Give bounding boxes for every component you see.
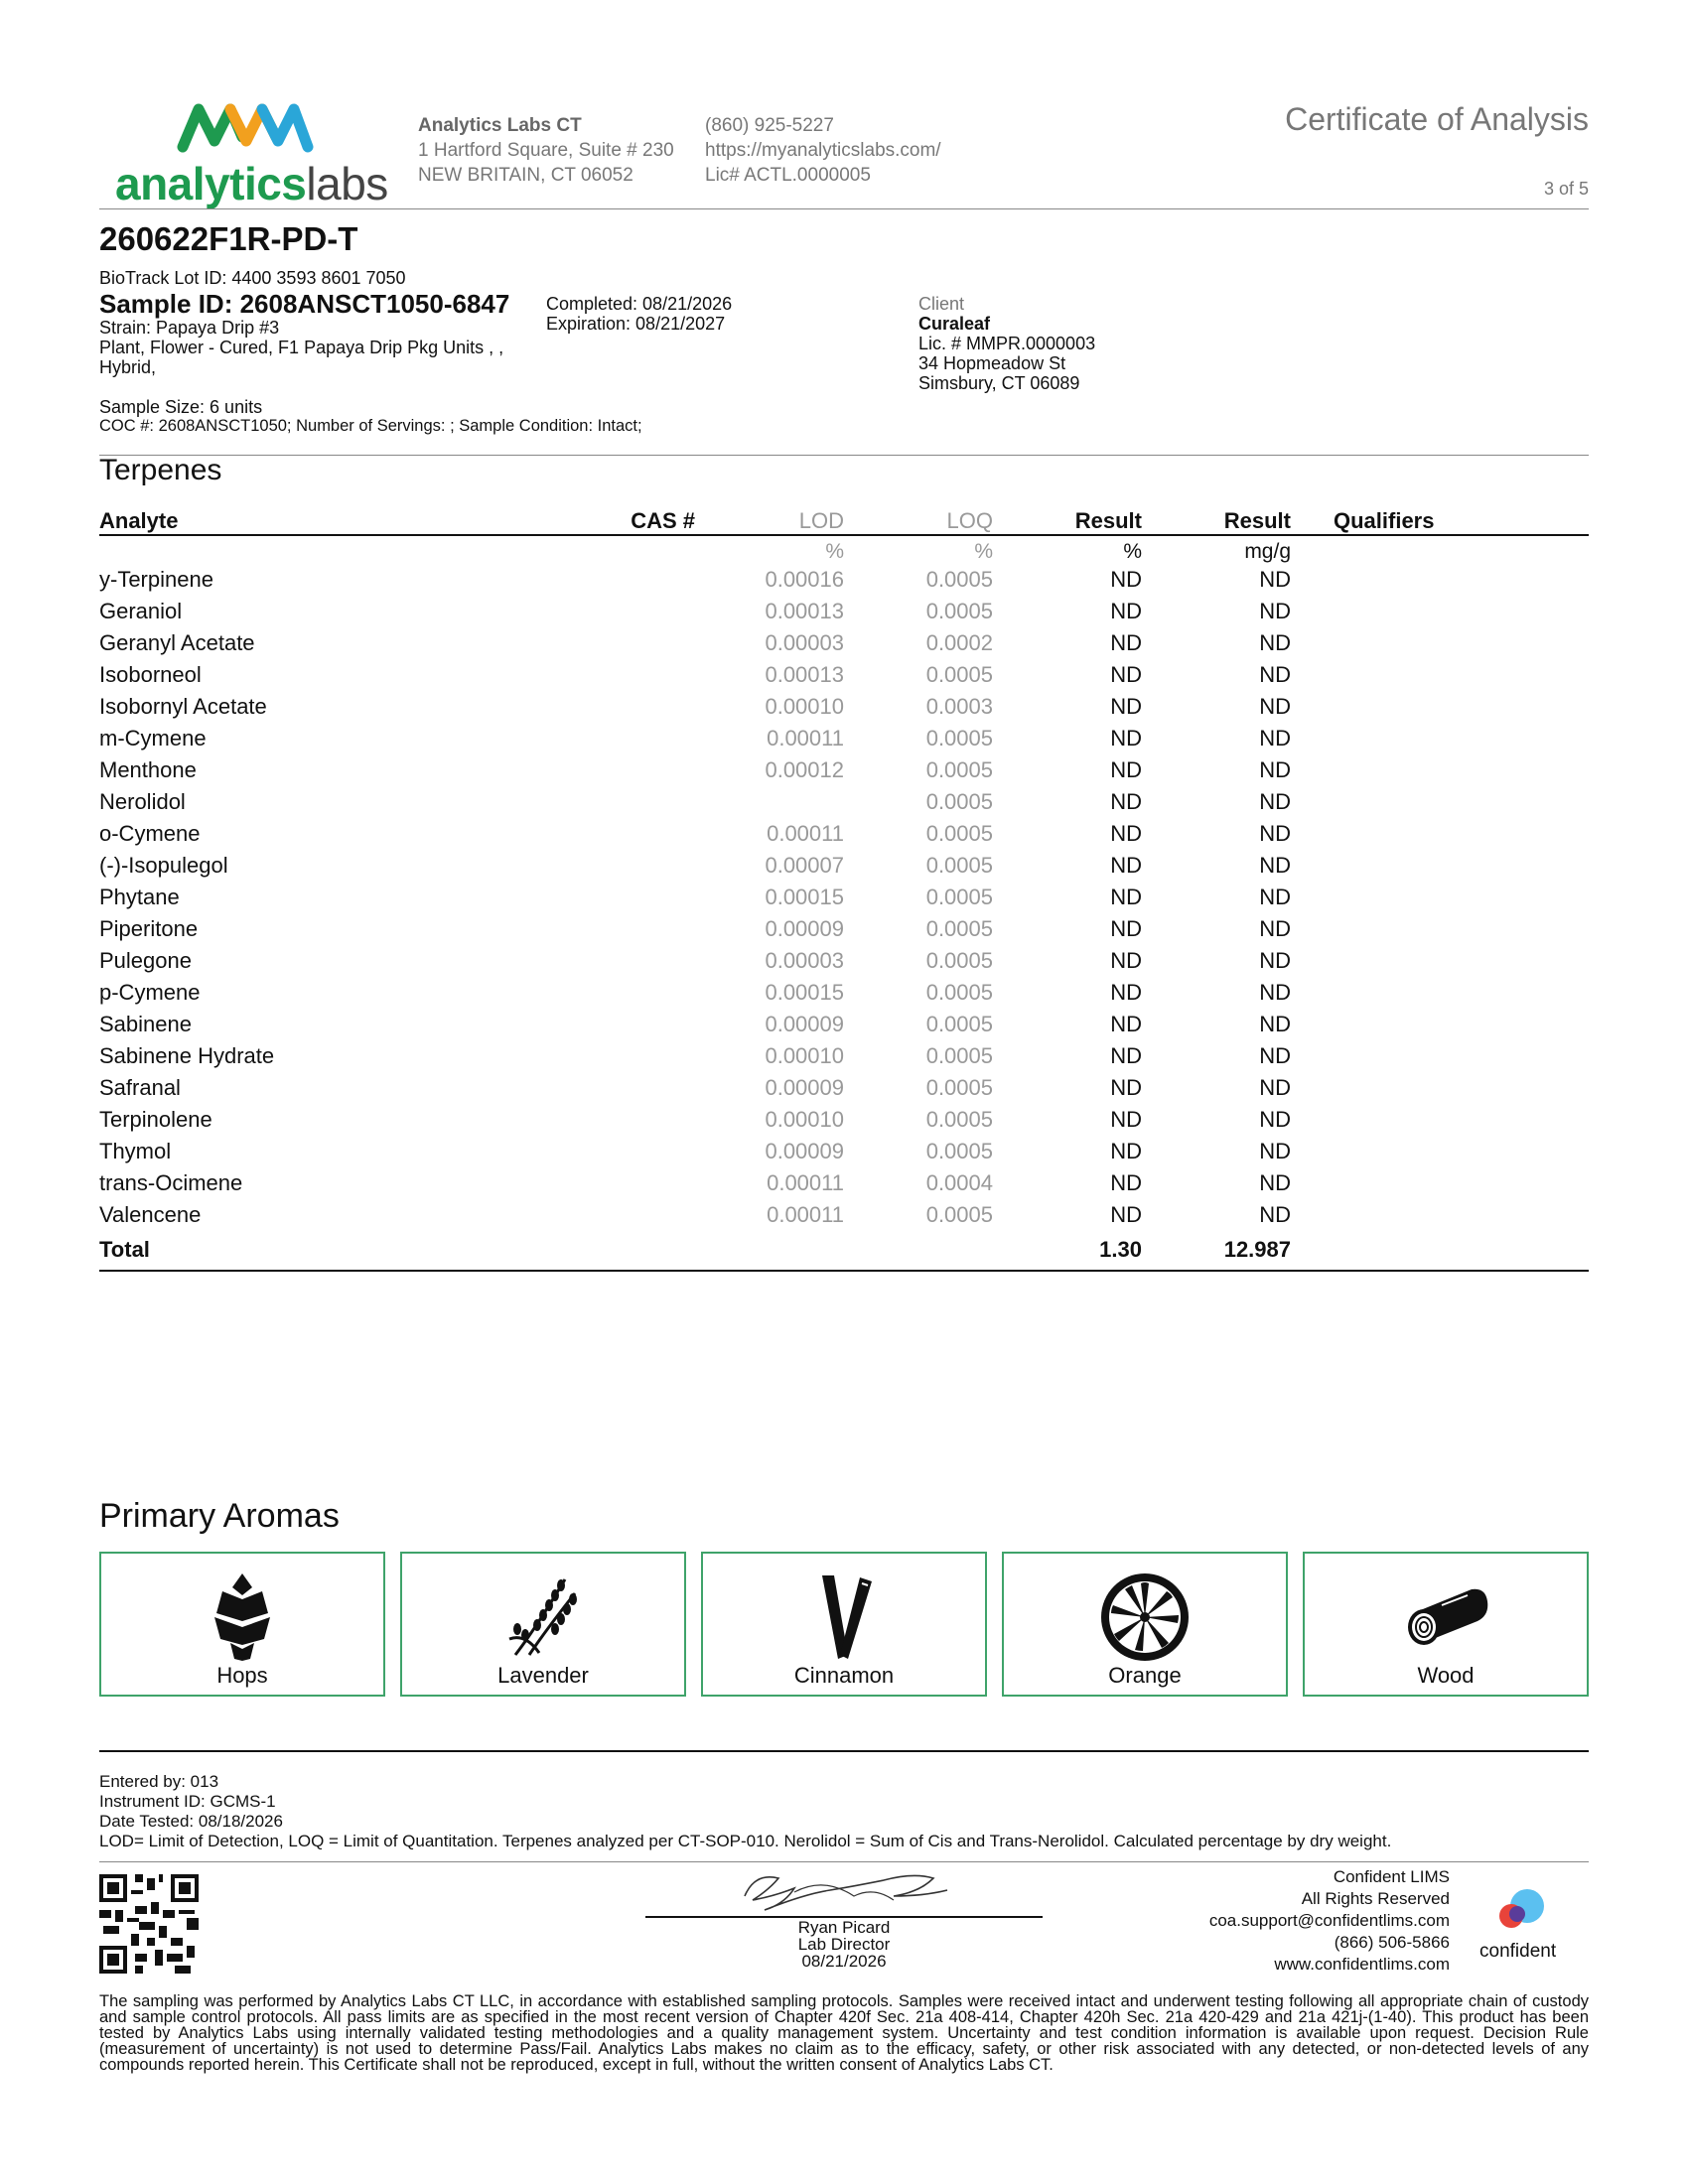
sample-details — [99, 318, 503, 377]
loq-value: 0.0005 — [925, 1202, 993, 1227]
lod-value: 0.00003 — [765, 630, 844, 655]
loq-value: 0.0005 — [925, 948, 993, 973]
result-mg: ND — [1259, 1139, 1291, 1163]
aroma-label: Orange — [1108, 1663, 1182, 1688]
col-header-loq: LOQ — [946, 508, 993, 533]
result-pct: ND — [1110, 853, 1142, 878]
analyte-name: trans-Ocimene — [99, 1170, 243, 1195]
table-row — [0, 1075, 1688, 1107]
lab-phone: (860) 925-5227 — [705, 115, 834, 136]
result-mg: ND — [1259, 980, 1291, 1005]
entered-by: Entered by: 013 — [99, 1772, 219, 1791]
lod-value: 0.00015 — [765, 980, 844, 1005]
lod-value: 0.00010 — [765, 1043, 844, 1068]
cinnamon-icon — [796, 1570, 892, 1665]
result-pct: ND — [1110, 1170, 1142, 1195]
loq-value: 0.0005 — [925, 1075, 993, 1100]
result-pct: ND — [1110, 726, 1142, 751]
result-pct: ND — [1110, 1139, 1142, 1163]
analyte-name: Terpinolene — [99, 1107, 212, 1132]
aroma-card-lavender — [400, 1552, 686, 1697]
lod-value: 0.00016 — [765, 567, 844, 592]
confident-logo-icon — [1489, 1886, 1549, 1936]
lims-name: Confident LIMS — [1333, 1867, 1450, 1886]
lod-value: 0.00011 — [767, 821, 844, 846]
loq-value: 0.0004 — [925, 1170, 993, 1195]
lod-value: 0.00015 — [765, 885, 844, 909]
analyte-name: Valencene — [99, 1202, 202, 1227]
table-row — [0, 726, 1688, 757]
analyte-name: Sabinene — [99, 1012, 192, 1036]
result-pct: ND — [1110, 1012, 1142, 1036]
loq-value: 0.0005 — [925, 1139, 993, 1163]
orange-icon — [1097, 1570, 1193, 1665]
confident-logo-text: confident — [1479, 1941, 1557, 1962]
total-label: Total — [99, 1237, 150, 1262]
lod-value: 0.00009 — [765, 1075, 844, 1100]
lims-rights: All Rights Reserved — [1301, 1889, 1450, 1908]
header-divider — [99, 208, 1589, 209]
table-row — [0, 662, 1688, 694]
analyte-name: Geraniol — [99, 599, 183, 623]
result-mg: ND — [1259, 599, 1291, 623]
table-row — [0, 948, 1688, 980]
aroma-label: Wood — [1417, 1663, 1475, 1688]
result-mg: ND — [1259, 916, 1291, 941]
aroma-label: Lavender — [497, 1663, 589, 1688]
document-title: Certificate of Analysis — [1285, 101, 1589, 137]
aroma-card-orange — [1002, 1552, 1288, 1697]
completed-date: Completed: 08/21/2026 — [546, 294, 733, 314]
lod-value: 0.00011 — [767, 1170, 844, 1195]
lod-value: 0.00010 — [765, 1107, 844, 1132]
analyte-name: Safranal — [99, 1075, 181, 1100]
loq-value: 0.0003 — [925, 694, 993, 719]
table-row — [0, 1202, 1688, 1234]
date-tested: Date Tested: 08/18/2026 — [99, 1812, 283, 1831]
result-mg: ND — [1259, 1107, 1291, 1132]
loq-value: 0.0005 — [925, 789, 993, 814]
table-row — [0, 980, 1688, 1012]
analytics-labs-logo-mark — [177, 97, 316, 153]
result-mg: ND — [1259, 1012, 1291, 1036]
table-row — [0, 789, 1688, 821]
lod-value: 0.00010 — [765, 694, 844, 719]
terpenes-section-title: Terpenes — [99, 454, 222, 486]
table-row — [0, 1170, 1688, 1202]
result-mg: ND — [1259, 853, 1291, 878]
result-pct: ND — [1110, 885, 1142, 909]
result-pct: ND — [1110, 948, 1142, 973]
table-row — [0, 853, 1688, 885]
analyte-name: (-)-Isopulegol — [99, 853, 228, 878]
lavender-icon — [495, 1570, 591, 1665]
result-mg: ND — [1259, 1170, 1291, 1195]
aroma-card-wood — [1303, 1552, 1589, 1697]
loq-value: 0.0005 — [925, 1107, 993, 1132]
product-type-line1: Plant, Flower - Cured, F1 Papaya Drip Pkg Units , , — [99, 338, 504, 357]
table-row — [0, 757, 1688, 789]
table-row — [0, 694, 1688, 726]
signer-date: 08/21/2026 — [801, 1952, 887, 1971]
analyte-name: Piperitone — [99, 916, 199, 941]
lod-value: 0.00007 — [765, 853, 844, 878]
product-type-line2: Hybrid, — [99, 357, 157, 377]
result-mg: ND — [1259, 1202, 1291, 1227]
result-pct: ND — [1110, 662, 1142, 687]
disclaimer: The sampling was performed by Analytics Labs CT LLC, in accordance with established sampling protocols. Samples were received intact and underwent testing following all appropriate chain of custody and sample control protocols. All pass limits are as specified in the most recent version of Chapter 420f Sec. 21a 408-414, Chapter 420h Sec. 21a 420-429 and 21a 421j-(1-40). This product has been tested by Analytics Labs using internally validated testing methodologies and a quality management system. Uncertainty and test condition information is available upon request. Decision Rule (measurement of uncertainty) is not used to determine Pass/Fail. Analytics Labs makes no claim as to the efficacy, safety, or other risk associated with any detected, or non-detected levels of any compounds reported herein. This Certificate shall not be reproduced, except in full, without the written consent of Analytics Labs CT. — [99, 1992, 1589, 2074]
col-header-analyte: Analyte — [99, 508, 179, 533]
analytics-labs-logo-text: analyticslabs — [115, 158, 388, 209]
result-mg: ND — [1259, 694, 1291, 719]
col-header-result-pct: Result — [1074, 508, 1142, 533]
table-row — [0, 1139, 1688, 1170]
signer-name: Ryan Picard — [797, 1918, 891, 1937]
sample-dates — [546, 294, 732, 334]
result-pct: ND — [1110, 599, 1142, 623]
loq-value: 0.0005 — [925, 916, 993, 941]
expiration-date: Expiration: 08/21/2027 — [546, 314, 726, 334]
loq-value: 0.0005 — [925, 821, 993, 846]
lab-address-line1: 1 Hartford Square, Suite # 230 — [418, 140, 674, 161]
result-pct: ND — [1110, 630, 1142, 655]
biotrack-lot-id: BioTrack Lot ID: 4400 3593 8601 7050 — [99, 268, 406, 288]
loq-value: 0.0005 — [925, 757, 993, 782]
analyte-name: p-Cymene — [99, 980, 201, 1005]
lims-block — [1209, 1866, 1450, 1976]
hops-icon — [195, 1570, 290, 1665]
table-row — [0, 630, 1688, 662]
result-pct: ND — [1110, 567, 1142, 592]
unit-result-pct: % — [1123, 540, 1142, 563]
section-divider — [99, 455, 1589, 456]
lims-phone: (866) 506-5866 — [1334, 1933, 1450, 1952]
client-block — [918, 294, 1095, 393]
loq-value: 0.0005 — [925, 980, 993, 1005]
analyte-name: Menthone — [99, 757, 197, 782]
table-row — [0, 599, 1688, 630]
result-pct: ND — [1110, 1075, 1142, 1100]
table-bottom-rule — [99, 1270, 1589, 1272]
loq-value: 0.0005 — [925, 885, 993, 909]
lod-value: 0.00011 — [767, 1202, 844, 1227]
table-row — [0, 1012, 1688, 1043]
analyte-name: y-Terpinene — [99, 567, 213, 592]
result-mg: ND — [1259, 789, 1291, 814]
lims-website[interactable]: www.confidentlims.com — [1274, 1955, 1450, 1974]
result-mg: ND — [1259, 1043, 1291, 1068]
strain: Strain: Papaya Drip #3 — [99, 318, 280, 338]
client-name: Curaleaf — [918, 314, 991, 334]
client-label: Client — [918, 294, 965, 314]
loq-value: 0.0005 — [925, 853, 993, 878]
loq-value: 0.0005 — [925, 599, 993, 623]
unit-loq: % — [974, 540, 993, 563]
analyte-name: Thymol — [99, 1139, 172, 1163]
col-header-lod: LOD — [798, 508, 844, 533]
loq-value: 0.0005 — [925, 567, 993, 592]
lod-value: 0.00013 — [765, 599, 844, 623]
table-row-total — [0, 1237, 1688, 1269]
analyte-name: Isobornyl Acetate — [99, 694, 267, 719]
result-pct: ND — [1110, 1202, 1142, 1227]
client-city: Simsbury, CT 06089 — [918, 373, 1080, 393]
result-pct: ND — [1110, 1107, 1142, 1132]
result-pct: ND — [1110, 980, 1142, 1005]
table-row — [0, 567, 1688, 599]
analyte-name: Pulegone — [99, 948, 192, 973]
lod-value: 0.00009 — [765, 1139, 844, 1163]
analyte-name: m-Cymene — [99, 726, 207, 751]
result-pct: ND — [1110, 821, 1142, 846]
result-pct: ND — [1110, 757, 1142, 782]
aroma-card-cinnamon — [701, 1552, 987, 1697]
result-mg: ND — [1259, 630, 1291, 655]
result-pct: ND — [1110, 789, 1142, 814]
loq-value: 0.0005 — [925, 662, 993, 687]
lab-license: Lic# ACTL.0000005 — [705, 165, 871, 186]
table-row — [0, 916, 1688, 948]
total-result-pct: 1.30 — [1099, 1237, 1142, 1262]
table-row — [0, 885, 1688, 916]
wood-icon — [1398, 1570, 1493, 1665]
result-pct: ND — [1110, 916, 1142, 941]
table-row — [0, 821, 1688, 853]
aroma-card-hops — [99, 1552, 385, 1697]
analyte-name: Isoborneol — [99, 662, 202, 687]
test-details — [99, 1772, 1391, 1851]
lod-value: 0.00003 — [765, 948, 844, 973]
sample-size: Sample Size: 6 units — [99, 397, 263, 417]
analyte-name: Geranyl Acetate — [99, 630, 255, 655]
lab-name: Analytics Labs CT — [418, 115, 582, 136]
result-pct: ND — [1110, 1043, 1142, 1068]
lab-address-line2: NEW BRITAIN, CT 06052 — [418, 165, 633, 186]
lab-website[interactable]: https://myanalyticslabs.com/ — [705, 140, 941, 161]
lab-contact-block — [705, 113, 941, 188]
analyte-name: Nerolidol — [99, 789, 186, 814]
total-result-mg: 12.987 — [1223, 1237, 1291, 1262]
signer-block — [645, 1919, 1043, 1970]
table-row — [0, 1107, 1688, 1139]
client-license: Lic. # MMPR.0000003 — [918, 334, 1096, 353]
lod-value: 0.00012 — [765, 757, 844, 782]
result-mg: ND — [1259, 567, 1291, 592]
signer-title: Lab Director — [797, 1935, 891, 1954]
lod-value: 0.00011 — [767, 726, 844, 751]
sample-id: Sample ID: 2608ANSCT1050-6847 — [99, 289, 510, 319]
footnote: LOD= Limit of Detection, LOQ = Limit of Quantitation. Terpenes analyzed per CT-SOP-010. Nerolidol = Sum of Cis and Trans-Nerolidol. Calculated percentage by dry weight. — [99, 1832, 1392, 1850]
result-mg: ND — [1259, 948, 1291, 973]
loq-value: 0.0005 — [925, 1012, 993, 1036]
result-pct: ND — [1110, 694, 1142, 719]
result-mg: ND — [1259, 821, 1291, 846]
client-street: 34 Hopmeadow St — [918, 353, 1066, 373]
loq-value: 0.0005 — [925, 1043, 993, 1068]
result-mg: ND — [1259, 757, 1291, 782]
unit-result-mg: mg/g — [1244, 540, 1291, 563]
coc-number: COC #: 2608ANSCT1050; Number of Servings: ; Sample Condition: Intact; — [99, 417, 642, 435]
footer-divider-2 — [99, 1861, 1589, 1862]
loq-value: 0.0005 — [925, 726, 993, 751]
col-header-cas: CAS # — [631, 508, 695, 533]
aroma-label: Cinnamon — [793, 1663, 895, 1688]
result-mg: ND — [1259, 1075, 1291, 1100]
lod-value: 0.00009 — [765, 916, 844, 941]
sample-code: 260622F1R-PD-T — [99, 220, 358, 257]
unit-lod: % — [825, 540, 844, 563]
result-mg: ND — [1259, 726, 1291, 751]
page-number: 3 of 5 — [1543, 179, 1589, 199]
instrument-id: Instrument ID: GCMS-1 — [99, 1792, 276, 1811]
col-header-result-mg: Result — [1223, 508, 1291, 533]
analyte-name: o-Cymene — [99, 821, 201, 846]
col-header-qualifiers: Qualifiers — [1334, 508, 1435, 533]
lod-value: 0.00009 — [765, 1012, 844, 1036]
lims-email[interactable]: coa.support@confidentlims.com — [1208, 1911, 1450, 1930]
primary-aromas-title: Primary Aromas — [99, 1497, 340, 1535]
analyte-name: Phytane — [99, 885, 180, 909]
table-row — [0, 1043, 1688, 1075]
aroma-label: Hops — [216, 1663, 268, 1688]
lab-address-block — [418, 113, 674, 188]
qr-code-icon[interactable] — [99, 1874, 199, 1974]
analyte-name: Sabinene Hydrate — [99, 1043, 275, 1068]
footer-divider — [99, 1750, 1589, 1752]
lod-value: 0.00013 — [765, 662, 844, 687]
signature — [735, 1866, 963, 1916]
result-mg: ND — [1259, 885, 1291, 909]
loq-value: 0.0002 — [925, 630, 993, 655]
table-header-rule — [99, 534, 1589, 536]
result-mg: ND — [1259, 662, 1291, 687]
